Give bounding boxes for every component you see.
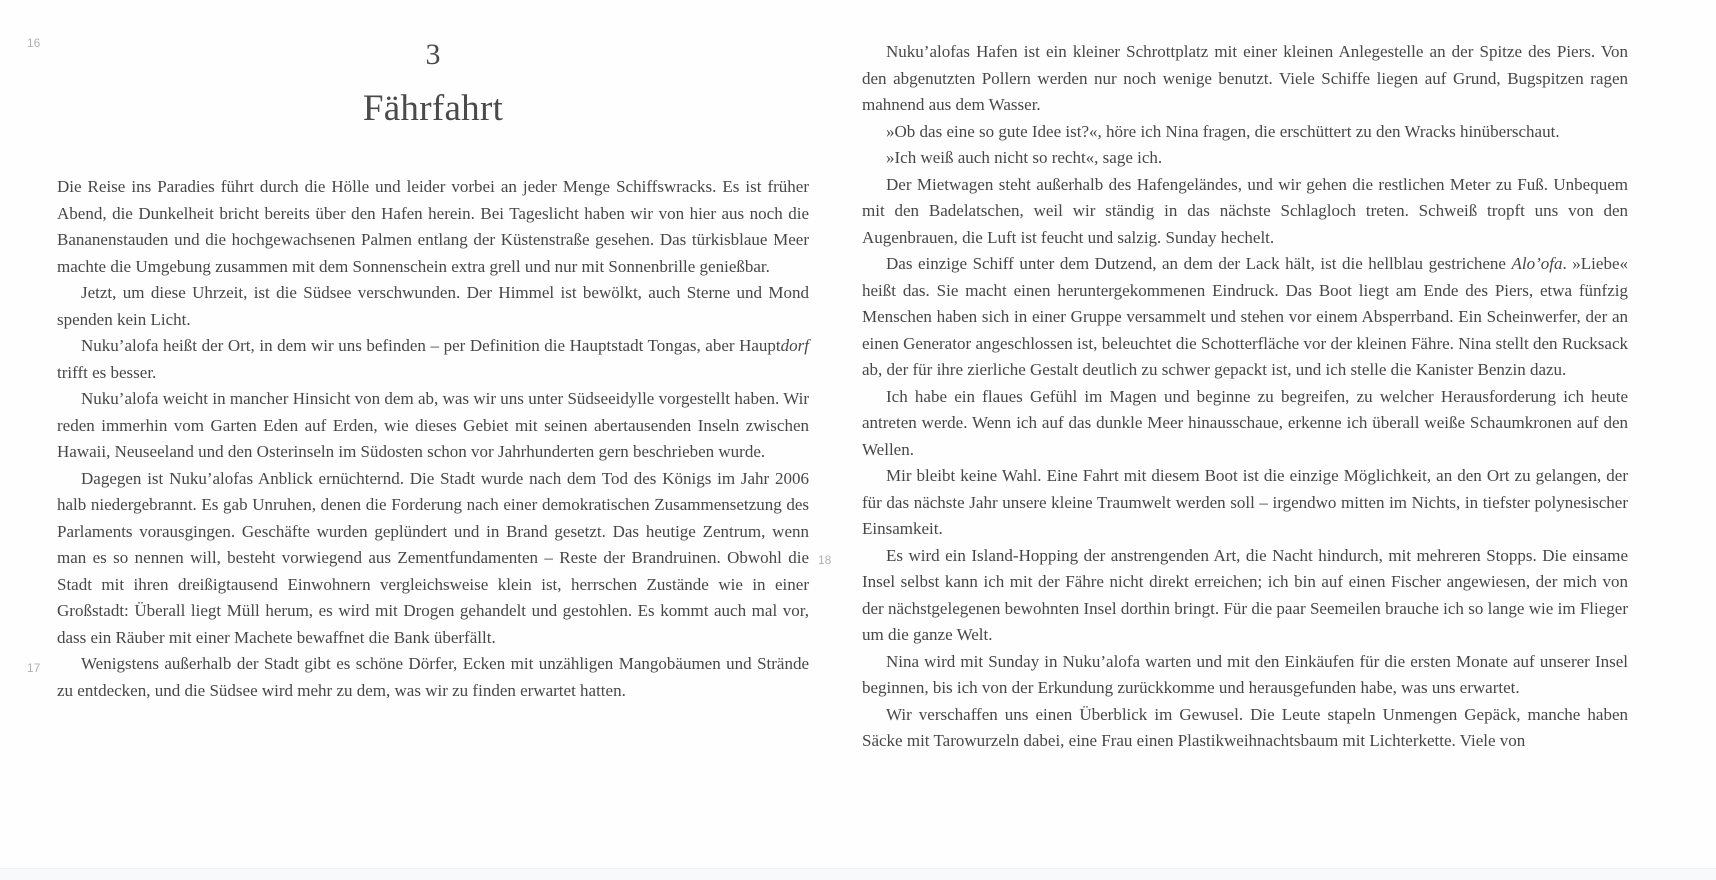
text-run: Nuku’alofa heißt der Ort, in dem wir uns befinden – per Definition die Hauptstadt Tongas, aber Haupt	[81, 336, 781, 355]
text-run: Nuku’alofa weicht in mancher Hinsicht von dem ab, was wir uns unter Südseeidylle vorgestellt haben. Wir reden immerhin vom Garten Eden auf Erden, wie dieses Gebiet mit seinen abertausenden Inseln zwischen Hawaii, Neuseeland und den Osterinseln im Südosten schon vor Jahrhunderten gern beschrieben wurde.	[57, 389, 809, 461]
paragraph	[862, 463, 1628, 543]
left-page-text-column	[27, 174, 809, 704]
text-run: Wenigstens außerhalb der Stadt gibt es schöne Dörfer, Ecken mit unzähligen Mangobäumen und Strände zu entdecken, und die Südsee wird mehr zu dem, was wir zu finden erwartet hatten.	[57, 654, 809, 700]
chapter-number: 3	[425, 38, 441, 71]
text-run: . »Liebe« heißt das. Sie macht einen heruntergekommenen Eindruck. Das Boot liegt am Ende des Piers, etwa fünfzig Menschen haben sich in einer Gruppe versammelt und stehen vor einem Absperrband. Ein Scheinwerfer, der an einen Generator angeschlossen ist, beleuchtet die Schotterfläche vor der kleinen Fähre. Nina stellt den Rucksack ab, der für ihre zierliche Gestalt deutlich zu schwer gepackt ist, und ich stelle die Kanister Benzin dazu.	[862, 254, 1628, 379]
paragraph	[862, 172, 1628, 252]
paragraph	[818, 543, 1628, 649]
margin-page-number: 18	[818, 552, 832, 567]
paragraph	[862, 384, 1628, 464]
paragraph	[57, 386, 809, 466]
chapter-heading	[57, 0, 809, 130]
paragraph	[862, 251, 1628, 384]
paragraph	[27, 651, 809, 704]
text-run: Es wird ein Island-Hopping der anstrengenden Art, die Nacht hindurch, mit mehreren Stopps. Die einsame Insel selbst kann ich mit der Fähre nicht direkt erreichen; ich bin auf einen Fischer angewiesen, der mich von der nächstgelegenen bewohnten Insel dorthin bringt. Für die paar Seemeilen brauche ich so lange wie im Flieger um die ganze Welt.	[862, 545, 1628, 644]
text-run: Das einzige Schiff unter dem Dutzend, an dem der Lack hält, ist die hellblau gestrichene	[886, 254, 1512, 273]
paragraph	[862, 39, 1628, 119]
text-run: »Ich weiß auch nicht so recht«, sage ich.	[886, 148, 1163, 167]
text-run: Jetzt, um diese Uhrzeit, ist die Südsee verschwunden. Der Himmel ist bewölkt, auch Sterne und Mond spenden kein Licht.	[57, 283, 809, 329]
text-run: Nina wird mit Sunday in Nuku’alofa warten und mit den Einkäufen für die ersten Monate auf unserer Insel beginnen, bis ich von der Erkundung zurückkomme und herausgefunden habe, was uns erwartet.	[862, 651, 1628, 697]
text-run: »Ob das eine so gute Idee ist?«, höre ich Nina fragen, die erschüttert zu den Wracks hinüberschaut.	[886, 121, 1560, 141]
paragraph	[862, 702, 1628, 755]
paragraph	[862, 649, 1628, 702]
text-run: Der Mietwagen steht außerhalb des Hafengeländes, und wir gehen die restlichen Meter zu Fuß. Unbequem mit den Badelatschen, weil wir ständig in das nächste Schlagloch treten. Schweiß tropft uns von den Augenbrauen, die Luft ist feucht und salzig. Sunday hechelt.	[862, 174, 1628, 247]
text-run: trifft es besser.	[57, 362, 157, 382]
chapter-title: Fährfahrt	[362, 88, 504, 129]
italic-text-run: dorf	[780, 336, 809, 355]
paragraph	[57, 466, 809, 652]
text-run: Mir bleibt keine Wahl. Eine Fahrt mit diesem Boot ist die einzige Möglichkeit, an den Ort zu gelangen, der für das nächste Jahr unsere kleine Traumwelt werden soll – irgendwo mitten im Nichts, in tiefster polynesischer Einsamkeit.	[862, 466, 1628, 538]
right-page-text-column	[818, 39, 1628, 755]
paragraph	[57, 333, 809, 386]
text-run: Wir verschaffen uns einen Überblick im Gewusel. Die Leute stapeln Unmengen Gepäck, manche haben Säcke mit Tarowurzeln dabei, eine Frau einen Plastikweihnachtsbaum mit Lichterkette. Viele von	[862, 704, 1628, 750]
text-run: Die Reise ins Paradies führt durch die Hölle und leider vorbei an jeder Menge Schiffswracks. Es ist früher Abend, die Dunkelheit bricht bereits über den Hafen herein. Bei Tageslicht haben wir von hier aus noch die Bananenstauden und die hochgewachsenen Palmen entlang der Küstenstraße gesehen. Das türkisblaue Meer machte die Umgebung zusammen mit dem Sonnenschein extra grell und nur mit Sonnenbrille genießbar.	[57, 177, 809, 276]
paragraph	[57, 174, 809, 280]
text-run: Ich habe ein flaues Gefühl im Magen und beginne zu begreifen, zu welcher Herausforderung ich heute antreten werde. Wenn ich auf das dunkle Meer hinausschaue, erkenne ich überall weiße Schaumkronen auf den Wellen.	[862, 386, 1628, 459]
italic-text-run: Alo’ofa	[1511, 254, 1563, 273]
paragraph	[57, 280, 809, 333]
paragraph	[862, 145, 1628, 172]
margin-page-number: 17	[27, 661, 41, 675]
paragraph	[862, 119, 1628, 146]
text-run: Dagegen ist Nuku’alofas Anblick ernüchternd. Die Stadt wurde nach dem Tod des Königs im Jahr 2006 halb niedergebrannt. Es gab Unruhen, denen die Forderung nach einer demokratischen Zusammensetzung des Parlaments vorausgingen. Geschäfte wurden geplündert und in Brand gesetzt. Das heutige Zentrum, wenn man es so nennen will, besteht vorwiegend aus Zementfundamenten – Reste der Brandruinen. Obwohl die Stadt mit ihren dreißigtausend Einwohnern vergleichsweise klein ist, herrschen Zustände wie in einer Großstadt: Überall liegt Müll herum, es wird mit Drogen gehandelt und gestohlen. Es kommt auch mal vor, dass ein Räuber mit einer Machete bewaffnet die Bank überfällt.	[57, 468, 809, 647]
corner-page-number: 16	[27, 36, 41, 50]
text-run: Nuku’alofas Hafen ist ein kleiner Schrottplatz mit einer kleinen Anlegestelle an der Spitze des Piers. Von den abgenutzten Pollern werden nur noch wenige benutzt. Viele Schiffe liegen auf Grund, Bugspitzen ragen mahnend aus dem Wasser.	[862, 42, 1628, 114]
bottom-ui-strip	[0, 868, 1716, 880]
right-page	[818, 0, 1628, 755]
